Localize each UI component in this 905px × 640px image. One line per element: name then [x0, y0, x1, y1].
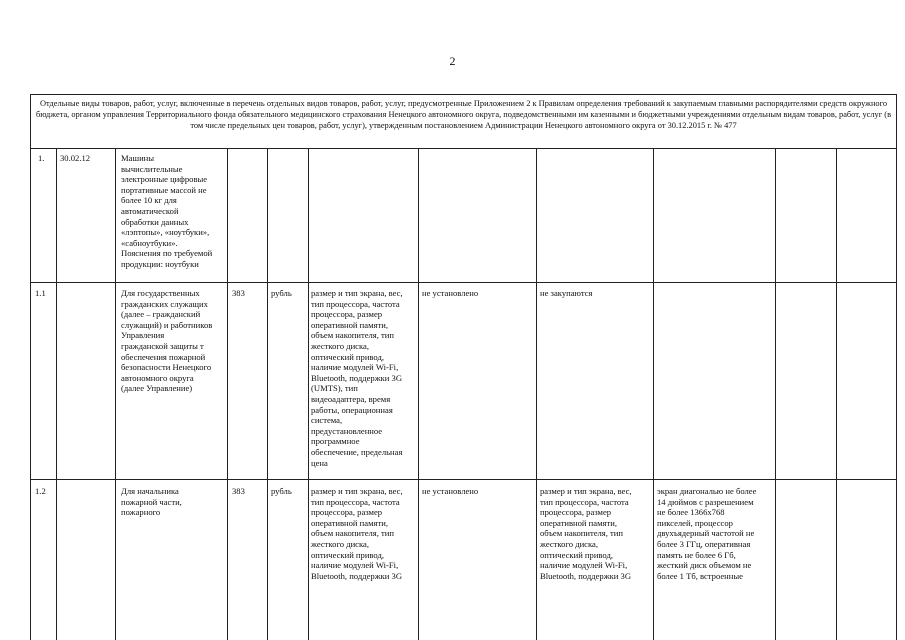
- okei-code: 383: [232, 288, 245, 298]
- unit-name: рубль: [271, 288, 292, 298]
- item-name: Машины вычислительные электронные цифровые портативные массой не более 10 кг для автоматической обработки данных «лэптопы», «ноутбуки», «сабноутбуки». Пояснения по требуемой продукции: ноутбуки: [121, 153, 213, 269]
- column-rule: [267, 148, 268, 640]
- item-name: Для государственных гражданских служащих (далее – гражданский служащий) и работников Управления гражданской защиты т обеспечения пожарной безопасности Ненецкого автономного округа (далее Управление): [121, 288, 213, 394]
- table-border-right: [896, 94, 897, 640]
- row-rule: [30, 282, 897, 283]
- okpd-code: 30.02.12: [60, 153, 91, 163]
- column-rule: [536, 148, 537, 640]
- okei-code: 383: [232, 486, 245, 496]
- value-2: экран диагональю не более 14 дюймов с разрешением не более 1366х768 пикселей, процессор двухъядерный частотой не более 3 ГГц, оперативная память не более 6 Гб, жесткий диск объемом не более 1 Тб, встроенные: [657, 486, 757, 581]
- column-rule: [115, 148, 116, 640]
- row-number: 1.1: [35, 288, 46, 298]
- row-number: 1.2: [35, 486, 46, 496]
- column-rule: [308, 148, 309, 640]
- characteristics-2: не закупаются: [540, 288, 593, 298]
- table-border-left: [30, 94, 31, 640]
- column-rule: [836, 148, 837, 640]
- characteristics: размер и тип экрана, вес, тип процессора, частота процессора, размер оперативной памяти, объем накопителя, тип жесткого диска, оптический привод, наличие модулей Wi-Fi, Bluetooth, поддержки 3G: [311, 486, 403, 581]
- characteristics: размер и тип экрана, вес, тип процессора, частота процессора, размер оперативной памяти, объем накопителя, тип жесткого диска, оптический привод, наличие модулей Wi-Fi, Bluetooth, поддержки 3G (UMTS), тип видеоадаптера, время работы, операционная система, предустановленное программное обеспечение, предельная цена: [311, 288, 403, 468]
- header-rule: [30, 148, 897, 149]
- row-number: 1.: [38, 153, 45, 163]
- page-number: 2: [449, 54, 456, 68]
- table-border-top: [30, 94, 897, 95]
- column-rule: [56, 148, 57, 640]
- item-name: Для начальника пожарной части, пожарного: [121, 486, 182, 518]
- characteristics-2: размер и тип экрана, вес, тип процессора, частота процессора, размер оперативной памяти, объем накопителя, тип жесткого диска, оптический привод, наличие модулей Wi-Fi, Bluetooth, поддержки 3G: [540, 486, 632, 581]
- value-approved: не установлено: [422, 288, 479, 298]
- row-rule: [30, 479, 897, 480]
- column-rule: [775, 148, 776, 640]
- table-header: Отдельные виды товаров, работ, услуг, включенные в перечень отдельных видов товаров, работ, услуг, предусмотренные Приложением 2 к Правилам определения требований к закупаемым главными распорядителями средств окружного бюджета, органом управления Территориального фонда обязательного медицинского страхования Ненецкого автономного округа, подведомственными им казенными и бюджетными учреждениями отдельным видам товаров, работ, услуг (в том числе предельных цен товаров, работ, услуг), утвержденным постановлением Администрации Ненецкого автономного округа от 30.12.2015 г. № 477: [35, 99, 892, 130]
- value-approved: не установлено: [422, 486, 479, 496]
- column-rule: [653, 148, 654, 640]
- unit-name: рубль: [271, 486, 292, 496]
